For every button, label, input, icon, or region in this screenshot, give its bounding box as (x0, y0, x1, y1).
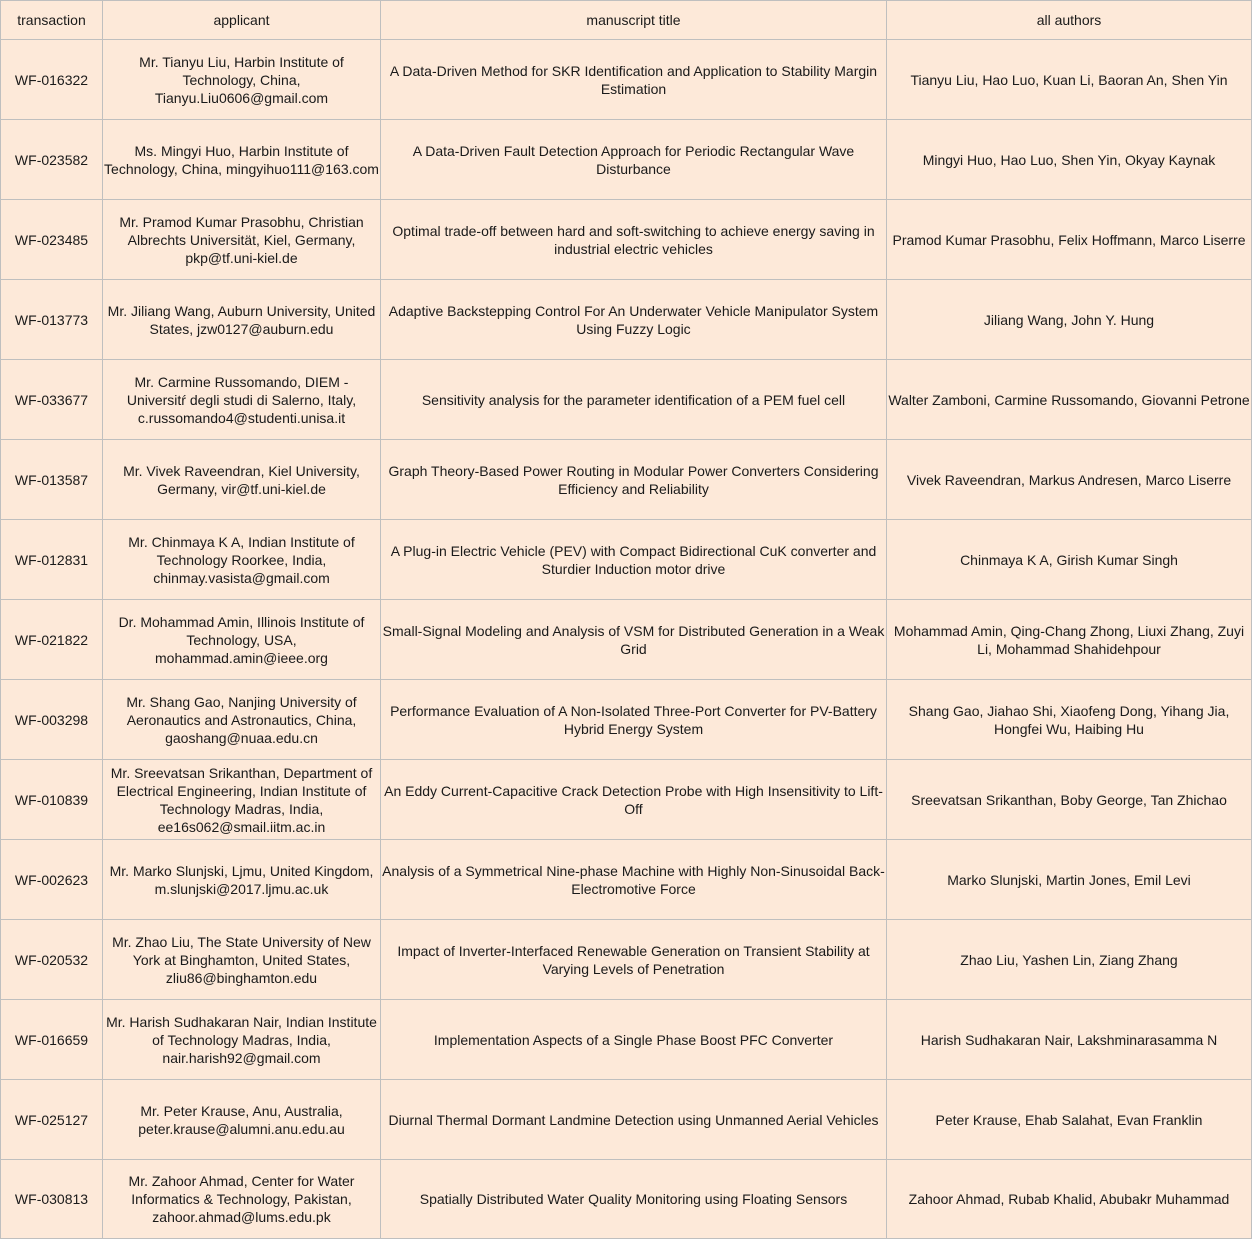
cell-all-authors: Mingyi Huo, Hao Luo, Shen Yin, Okyay Kaynak (887, 120, 1252, 200)
column-header-manuscript-title: manuscript title (381, 1, 887, 40)
table-row (1, 40, 1252, 120)
table-row (1, 680, 1252, 760)
cell-all-authors: Marko Slunjski, Martin Jones, Emil Levi (887, 840, 1252, 920)
cell-applicant: Mr. Shang Gao, Nanjing University of Aeronautics and Astronautics, China, gaoshang@nuaa.edu.cn (103, 680, 381, 760)
cell-transaction: WF-010839 (1, 760, 103, 840)
cell-transaction: WF-020532 (1, 920, 103, 1000)
table-row (1, 1080, 1252, 1160)
table-row (1, 200, 1252, 280)
table-row (1, 520, 1252, 600)
cell-applicant: Mr. Tianyu Liu, Harbin Institute of Technology, China, Tianyu.Liu0606@gmail.com (103, 40, 381, 120)
cell-transaction: WF-003298 (1, 680, 103, 760)
cell-applicant: Mr. Zahoor Ahmad, Center for Water Informatics & Technology, Pakistan, zahoor.ahmad@lums.edu.pk (103, 1160, 381, 1239)
cell-manuscript-title: Small-Signal Modeling and Analysis of VSM for Distributed Generation in a Weak Grid (381, 600, 887, 680)
cell-applicant: Dr. Mohammad Amin, Illinois Institute of Technology, USA, mohammad.amin@ieee.org (103, 600, 381, 680)
table-row (1, 440, 1252, 520)
cell-manuscript-title: A Data-Driven Fault Detection Approach for Periodic Rectangular Wave Disturbance (381, 120, 887, 200)
cell-manuscript-title: Impact of Inverter-Interfaced Renewable Generation on Transient Stability at Varying Levels of Penetration (381, 920, 887, 1000)
cell-manuscript-title: Implementation Aspects of a Single Phase Boost PFC Converter (381, 1000, 887, 1080)
cell-transaction: WF-002623 (1, 840, 103, 920)
table-row (1, 600, 1252, 680)
cell-manuscript-title: Sensitivity analysis for the parameter identification of a PEM fuel cell (381, 360, 887, 440)
cell-all-authors: Sreevatsan Srikanthan, Boby George, Tan Zhichao (887, 760, 1252, 840)
cell-transaction: WF-023485 (1, 200, 103, 280)
cell-applicant: Mr. Harish Sudhakaran Nair, Indian Institute of Technology Madras, India, nair.harish92@gmail.com (103, 1000, 381, 1080)
cell-manuscript-title: Graph Theory-Based Power Routing in Modular Power Converters Considering Efficiency and Reliability (381, 440, 887, 520)
cell-manuscript-title: Adaptive Backstepping Control For An Underwater Vehicle Manipulator System Using Fuzzy Logic (381, 280, 887, 360)
cell-all-authors: Zhao Liu, Yashen Lin, Ziang Zhang (887, 920, 1252, 1000)
cell-transaction: WF-025127 (1, 1080, 103, 1160)
column-header-applicant: applicant (103, 1, 381, 40)
table-header (1, 1, 1252, 40)
cell-applicant: Mr. Zhao Liu, The State University of New York at Binghamton, United States, zliu86@binghamton.edu (103, 920, 381, 1000)
cell-transaction: WF-016659 (1, 1000, 103, 1080)
cell-all-authors: Harish Sudhakaran Nair, Lakshminarasamma N (887, 1000, 1252, 1080)
cell-applicant: Mr. Peter Krause, Anu, Australia, peter.krause@alumni.anu.edu.au (103, 1080, 381, 1160)
cell-all-authors: Tianyu Liu, Hao Luo, Kuan Li, Baoran An, Shen Yin (887, 40, 1252, 120)
cell-transaction: WF-023582 (1, 120, 103, 200)
table-row (1, 120, 1252, 200)
cell-all-authors: Pramod Kumar Prasobhu, Felix Hoffmann, Marco Liserre (887, 200, 1252, 280)
table-row (1, 840, 1252, 920)
cell-transaction: WF-021822 (1, 600, 103, 680)
cell-manuscript-title: Spatially Distributed Water Quality Monitoring using Floating Sensors (381, 1160, 887, 1239)
cell-transaction: WF-013587 (1, 440, 103, 520)
cell-applicant: Mr. Sreevatsan Srikanthan, Department of Electrical Engineering, Indian Institute of Technology Madras, India, ee16s062@smail.iitm.ac.in (103, 760, 381, 840)
cell-transaction: WF-016322 (1, 40, 103, 120)
table-row (1, 1160, 1252, 1239)
column-header-all-authors: all authors (887, 1, 1252, 40)
column-header-transaction: transaction (1, 1, 103, 40)
cell-applicant: Mr. Vivek Raveendran, Kiel University, Germany, vir@tf.uni-kiel.de (103, 440, 381, 520)
cell-all-authors: Jiliang Wang, John Y. Hung (887, 280, 1252, 360)
cell-transaction: WF-013773 (1, 280, 103, 360)
cell-manuscript-title: Performance Evaluation of A Non-Isolated Three-Port Converter for PV-Battery Hybrid Energy System (381, 680, 887, 760)
table-row (1, 280, 1252, 360)
cell-all-authors: Peter Krause, Ehab Salahat, Evan Franklin (887, 1080, 1252, 1160)
table-row (1, 1000, 1252, 1080)
cell-transaction: WF-033677 (1, 360, 103, 440)
cell-all-authors: Mohammad Amin, Qing-Chang Zhong, Liuxi Zhang, Zuyi Li, Mohammad Shahidehpour (887, 600, 1252, 680)
cell-transaction: WF-012831 (1, 520, 103, 600)
cell-all-authors: Vivek Raveendran, Markus Andresen, Marco Liserre (887, 440, 1252, 520)
cell-manuscript-title: An Eddy Current-Capacitive Crack Detection Probe with High Insensitivity to Lift-Off (381, 760, 887, 840)
cell-applicant: Mr. Jiliang Wang, Auburn University, United States, jzw0127@auburn.edu (103, 280, 381, 360)
cell-applicant: Ms. Mingyi Huo, Harbin Institute of Technology, China, mingyihuo111@163.com (103, 120, 381, 200)
header-row (1, 1, 1252, 40)
cell-applicant: Mr. Carmine Russomando, DIEM - Universitŕ degli studi di Salerno, Italy, c.russomando4@studenti.unisa.it (103, 360, 381, 440)
cell-manuscript-title: A Plug-in Electric Vehicle (PEV) with Compact Bidirectional CuK converter and Sturdier Induction motor drive (381, 520, 887, 600)
table-row (1, 760, 1252, 840)
cell-all-authors: Walter Zamboni, Carmine Russomando, Giovanni Petrone (887, 360, 1252, 440)
cell-transaction: WF-030813 (1, 1160, 103, 1239)
cell-applicant: Mr. Chinmaya K A, Indian Institute of Technology Roorkee, India, chinmay.vasista@gmail.com (103, 520, 381, 600)
cell-applicant: Mr. Marko Slunjski, Ljmu, United Kingdom, m.slunjski@2017.ljmu.ac.uk (103, 840, 381, 920)
cell-manuscript-title: Diurnal Thermal Dormant Landmine Detection using Unmanned Aerial Vehicles (381, 1080, 887, 1160)
cell-manuscript-title: A Data-Driven Method for SKR Identification and Application to Stability Margin Estimation (381, 40, 887, 120)
table-row (1, 920, 1252, 1000)
cell-all-authors: Zahoor Ahmad, Rubab Khalid, Abubakr Muhammad (887, 1160, 1252, 1239)
cell-applicant: Mr. Pramod Kumar Prasobhu, Christian Albrechts Universität, Kiel, Germany, pkp@tf.uni-kiel.de (103, 200, 381, 280)
cell-manuscript-title: Analysis of a Symmetrical Nine-phase Machine with Highly Non-Sinusoidal Back-Electromotive Force (381, 840, 887, 920)
table-row (1, 360, 1252, 440)
cell-all-authors: Chinmaya K A, Girish Kumar Singh (887, 520, 1252, 600)
cell-all-authors: Shang Gao, Jiahao Shi, Xiaofeng Dong, Yihang Jia, Hongfei Wu, Haibing Hu (887, 680, 1252, 760)
table-body (1, 40, 1252, 1239)
cell-manuscript-title: Optimal trade-off between hard and soft-switching to achieve energy saving in industrial electric vehicles (381, 200, 887, 280)
